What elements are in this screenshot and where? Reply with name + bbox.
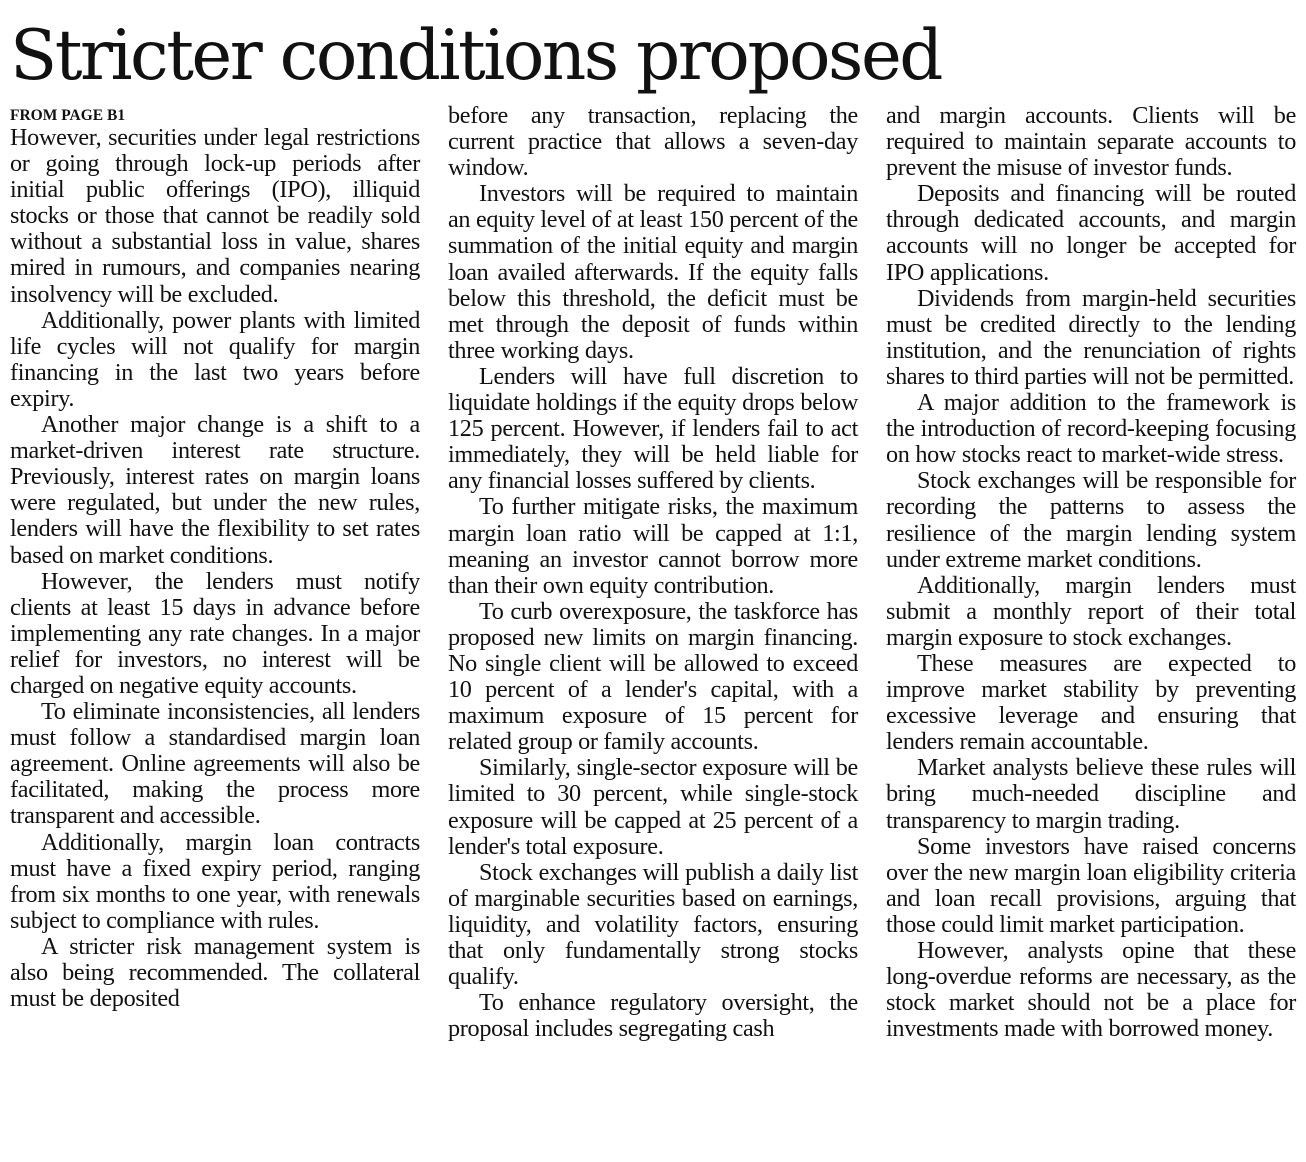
paragraph: Another major change is a shift to a market-driven interest rate structure. Previously, interest rates on margin loans were regulated, but under the new rules, lenders will have the flexibility to set rates based on market conditions.: [10, 411, 420, 569]
paragraph: A stricter risk management system is also being recommended. The collateral must be deposited: [10, 932, 420, 1013]
paragraph: Some investors have raised concerns over the new margin loan eligibility criteria and loan recall provisions, arguing that those could limit market participation.: [886, 832, 1296, 938]
paragraph: Investors will be required to maintain an equity level of at least 150 percent of the summation of the initial equity and margin loan availed afterwards. If the equity falls below this threshold, the deficit must be met through the deposit of funds within three working days.: [448, 180, 858, 364]
paragraph: To curb overexposure, the taskforce has proposed new limits on margin financing. No single client will be allowed to exceed 10 percent of a lender's capital, with a maximum exposure of 15 percent for related group or family accounts.: [448, 597, 858, 756]
paragraph: Market analysts believe these rules will bring much-needed discipline and transparency to margin trading.: [886, 754, 1296, 834]
paragraph: A major addition to the framework is the introduction of record-keeping focusing on how stocks react to market-wide stress.: [886, 389, 1296, 469]
headline: Stricter conditions proposed: [10, 16, 941, 96]
paragraph: Deposits and financing will be routed through dedicated accounts, and margin accounts will no longer be accepted for IPO applications.: [886, 180, 1296, 286]
article-column-1: [10, 103, 420, 1012]
paragraph: To further mitigate risks, the maximum margin loan ratio will be capped at 1:1, meaning an investor cannot borrow more than their own equity contribution.: [448, 493, 858, 599]
paragraph: before any transaction, replacing the current practice that allows a seven-day window.: [448, 102, 858, 182]
paragraph: Lenders will have full discretion to liquidate holdings if the equity drops below 125 percent. However, if lenders fail to act immediately, they will be held liable for any financial losses suffered by clients.: [448, 362, 858, 495]
paragraph: Additionally, margin lenders must submit a monthly report of their total margin exposure to stock exchanges.: [886, 571, 1296, 651]
article-column-2: [448, 103, 858, 1042]
paragraph: Similarly, single-sector exposure will be limited to 30 percent, while single-stock exposure will be capped at 25 percent of a lender's total exposure.: [448, 754, 858, 860]
paragraph: To eliminate inconsistencies, all lenders must follow a standardised margin loan agreement. Online agreements will also be facilitated, making the process more transparent and accessible.: [10, 698, 420, 830]
paragraph: Stock exchanges will publish a daily list of marginable securities based on earnings, liquidity, and volatility factors, ensuring that only fundamentally strong stocks qualify.: [448, 858, 858, 991]
paragraph: However, the lenders must notify clients at least 15 days in advance before implementing any rate changes. In a major relief for investors, no interest will be charged on negative equity accounts.: [10, 567, 420, 699]
paragraph: These measures are expected to improve market stability by preventing excessive leverage and ensuring that lenders remain accountable.: [886, 649, 1296, 756]
jump-kicker: FROM PAGE B1: [10, 107, 126, 124]
paragraph: To enhance regulatory oversight, the proposal includes segregating cash: [448, 989, 858, 1043]
paragraph: and margin accounts. Clients will be required to maintain separate accounts to prevent the misuse of investor funds.: [886, 102, 1296, 182]
paragraph: Dividends from margin-held securities must be credited directly to the lending institution, and the renunciation of rights shares to third parties will not be permitted.: [886, 284, 1296, 390]
paragraph: Stock exchanges will be responsible for recording the patterns to assess the resilience of the margin lending system under extreme market conditions.: [886, 467, 1296, 573]
paragraph: However, securities under legal restrictions or going through lock-up periods after initial public offerings (IPO), illiquid stocks or those that cannot be readily sold without a substantial loss in value, shares mired in rumours, and companies nearing insolvency will be excluded.: [10, 124, 420, 308]
paragraph: However, analysts opine that these long-overdue reforms are necessary, as the stock market should not be a place for investments made with borrowed money.: [886, 937, 1296, 1043]
article-column-3: [886, 103, 1296, 1042]
paragraph: Additionally, margin loan contracts must have a fixed expiry period, ranging from six months to one year, with renewals subject to compliance with rules.: [10, 828, 420, 934]
paragraph: Additionally, power plants with limited life cycles will not qualify for margin financing in the last two years before expiry.: [10, 306, 420, 412]
